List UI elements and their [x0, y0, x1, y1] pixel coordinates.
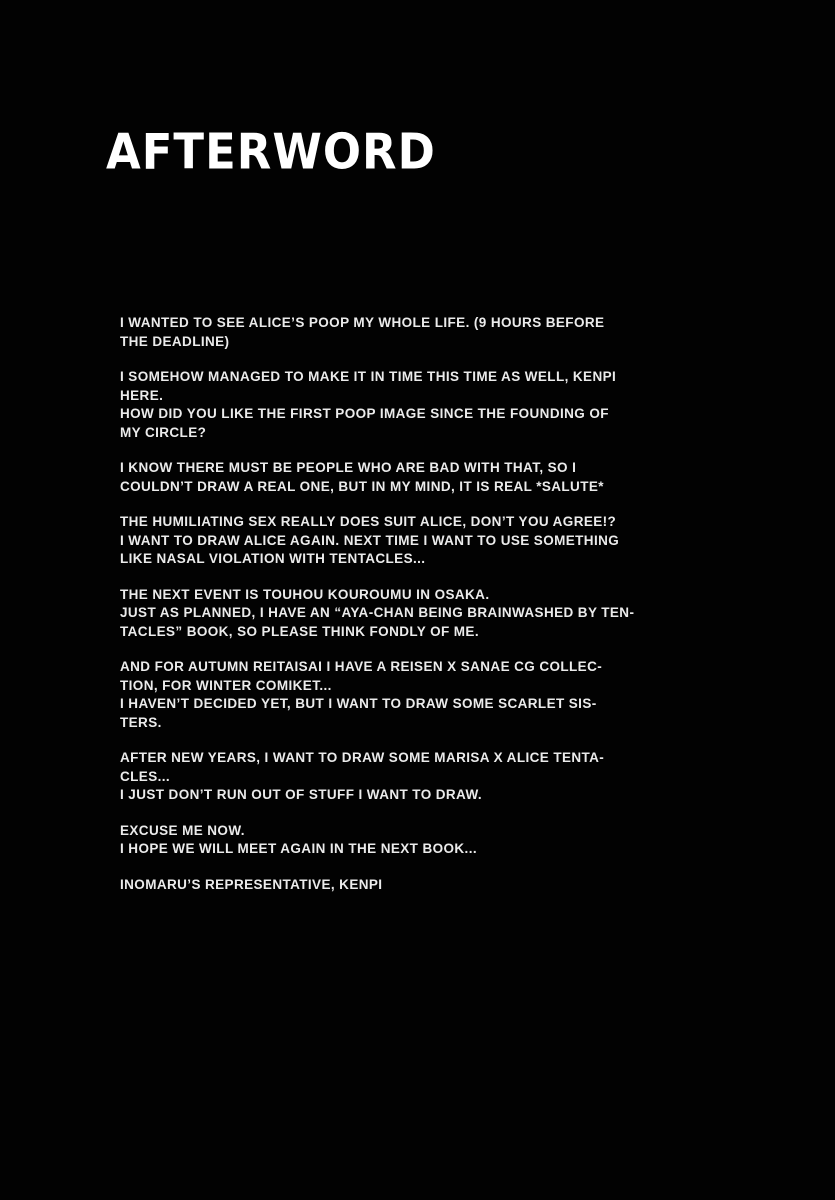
paragraph-farewell [120, 822, 700, 859]
text-line: AND FOR AUTUMN REITAISAI I HAVE A REISEN X SANAE CG COLLEC- [120, 659, 603, 674]
text-line: COULDN’T DRAW A REAL ONE, BUT IN MY MIND, IT IS REAL *SALUTE* [120, 478, 604, 494]
text-line: I HOPE WE WILL MEET AGAIN IN THE NEXT BOOK... [120, 841, 478, 856]
text-line: MY CIRCLE? [120, 424, 207, 440]
text-line: TION, FOR WINTER COMIKET... [120, 677, 332, 693]
paragraph-signature [120, 876, 700, 895]
text-line: TERS. [120, 714, 162, 730]
paragraph-new-years [120, 749, 700, 805]
signature-line: INOMARU’S REPRESENTATIVE, KENPI [120, 876, 383, 892]
text-line: TACLES” BOOK, SO PLEASE THINK FONDLY OF ME. [120, 623, 479, 639]
page-title: AFTERWORD [106, 123, 436, 181]
text-line: I KNOW THERE MUST BE PEOPLE WHO ARE BAD WITH THAT, SO I [120, 460, 577, 475]
text-line: THE NEXT EVENT IS TOUHOU KOUROUMU IN OSAKA. [120, 586, 490, 602]
text-line: I WANT TO DRAW ALICE AGAIN. NEXT TIME I WANT TO USE SOMETHING [120, 532, 620, 548]
text-line: AFTER NEW YEARS, I WANT TO DRAW SOME MARISA X ALICE TENTA- [120, 750, 605, 765]
text-line: I WANTED TO SEE ALICE’S POOP MY WHOLE LIFE. (9 HOURS BEFORE [120, 315, 605, 330]
text-line: EXCUSE ME NOW. [120, 822, 245, 838]
afterword-body [120, 314, 700, 911]
text-line: HERE. [120, 387, 164, 403]
paragraph-next-event [120, 586, 700, 642]
paragraph-future-plans [120, 658, 700, 732]
paragraph-disclaimer [120, 459, 700, 496]
text-line: HOW DID YOU LIKE THE FIRST POOP IMAGE SINCE THE FOUNDING OF [120, 406, 609, 421]
text-line: THE DEADLINE) [120, 333, 230, 349]
text-line: THE HUMILIATING SEX REALLY DOES SUIT ALICE, DON’T YOU AGREE!? [120, 514, 617, 529]
text-line: LIKE NASAL VIOLATION WITH TENTACLES... [120, 551, 426, 566]
text-line: CLES... [120, 768, 171, 784]
paragraph-deadline-note [120, 314, 700, 351]
text-line: I HAVEN’T DECIDED YET, BUT I WANT TO DRAW SOME SCARLET SIS- [120, 696, 597, 711]
text-line: I SOMEHOW MANAGED TO MAKE IT IN TIME THIS TIME AS WELL, KENPI [120, 369, 617, 384]
paragraph-alice [120, 513, 700, 569]
paragraph-greeting [120, 368, 700, 442]
text-line: I JUST DON’T RUN OUT OF STUFF I WANT TO DRAW. [120, 787, 482, 802]
text-line: JUST AS PLANNED, I HAVE AN “AYA-CHAN BEING BRAINWASHED BY TEN- [120, 605, 635, 620]
